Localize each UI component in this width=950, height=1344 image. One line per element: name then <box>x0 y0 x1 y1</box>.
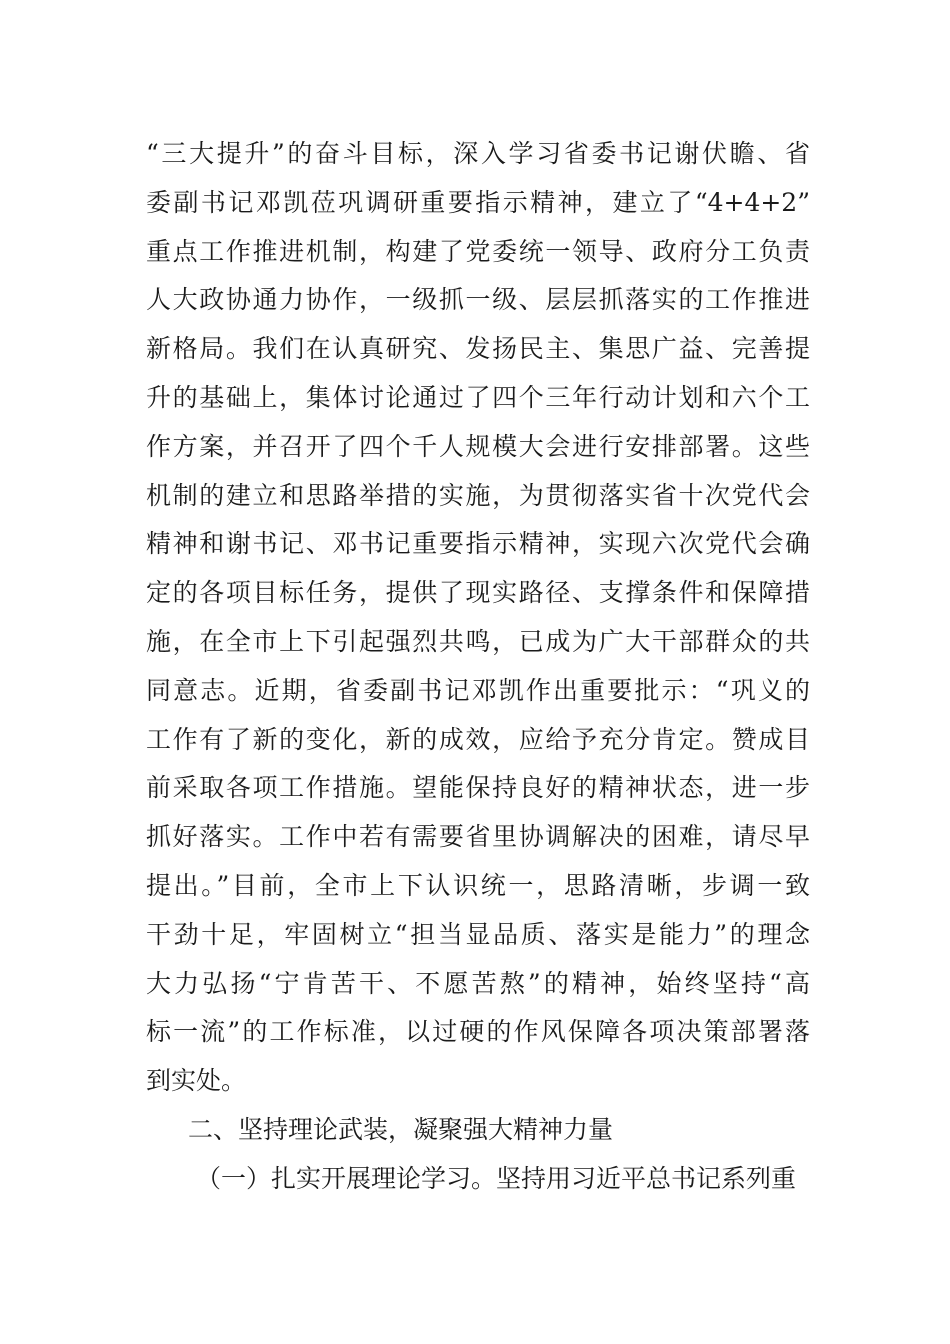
paragraph-line: 大力弘扬“宁肯苦干、不愿苦熬”的精神，始终坚持“高 <box>146 968 810 998</box>
paragraph-line: “三大提升”的奋斗目标，深入学习省委书记谢伏瞻、省 <box>146 139 810 168</box>
paragraph-line: 委副书记邓凯莅巩调研重要指示精神，建立了“4+4+2” <box>146 187 810 217</box>
paragraph-line: 定的各项目标任务，提供了现实路径、支撑条件和保障措 <box>146 578 810 608</box>
paragraph-line: 前采取各项工作措施。望能保持良好的精神状态，进一步 <box>146 773 810 803</box>
document-body <box>146 130 810 1204</box>
paragraph-line: 提出。”目前，全市上下认识统一，思路清晰，步调一致 <box>146 870 810 900</box>
paragraph-line: 新格局。我们在认真研究、发扬民主、集思广益、完善提 <box>146 334 810 364</box>
subsection-line: （一）扎实开展理论学习。坚持用习近平总书记系列重 <box>196 1163 797 1193</box>
paragraph-line: 工作有了新的变化，新的成效，应给予充分肯定。赞成目 <box>146 724 810 754</box>
paragraph-line: 重点工作推进机制，构建了党委统一领导、政府分工负责 <box>146 236 810 266</box>
paragraph-line: 干劲十足，牢固树立“担当显品质、落实是能力”的理念 <box>146 919 810 949</box>
section-heading: 二、坚持理论武装，凝聚强大精神力量 <box>188 1114 614 1144</box>
paragraph-line: 升的基础上，集体讨论通过了四个三年行动计划和六个工 <box>146 382 810 412</box>
paragraph-line: 机制的建立和思路举措的实施，为贯彻落实省十次党代会 <box>146 480 810 510</box>
paragraph-line: 抓好落实。工作中若有需要省里协调解决的困难，请尽早 <box>146 822 810 852</box>
paragraph-line: 人大政协通力协作，一级抓一级、层层抓落实的工作推进 <box>146 285 810 315</box>
paragraph-last-line: 到实处。 <box>146 1066 247 1096</box>
paragraph-line: 施，在全市上下引起强烈共鸣，已成为广大干部群众的共 <box>146 626 810 656</box>
paragraph-line: 同意志。近期，省委副书记邓凯作出重要批示：“巩义的 <box>146 675 810 705</box>
paragraph-line: 精神和谢书记、邓书记重要指示精神，实现六次党代会确 <box>146 529 810 559</box>
paragraph-line: 作方案，并召开了四个千人规模大会进行安排部署。这些 <box>146 431 810 461</box>
paragraph-line: 标一流”的工作标准，以过硬的作风保障各项决策部署落 <box>146 1017 810 1047</box>
